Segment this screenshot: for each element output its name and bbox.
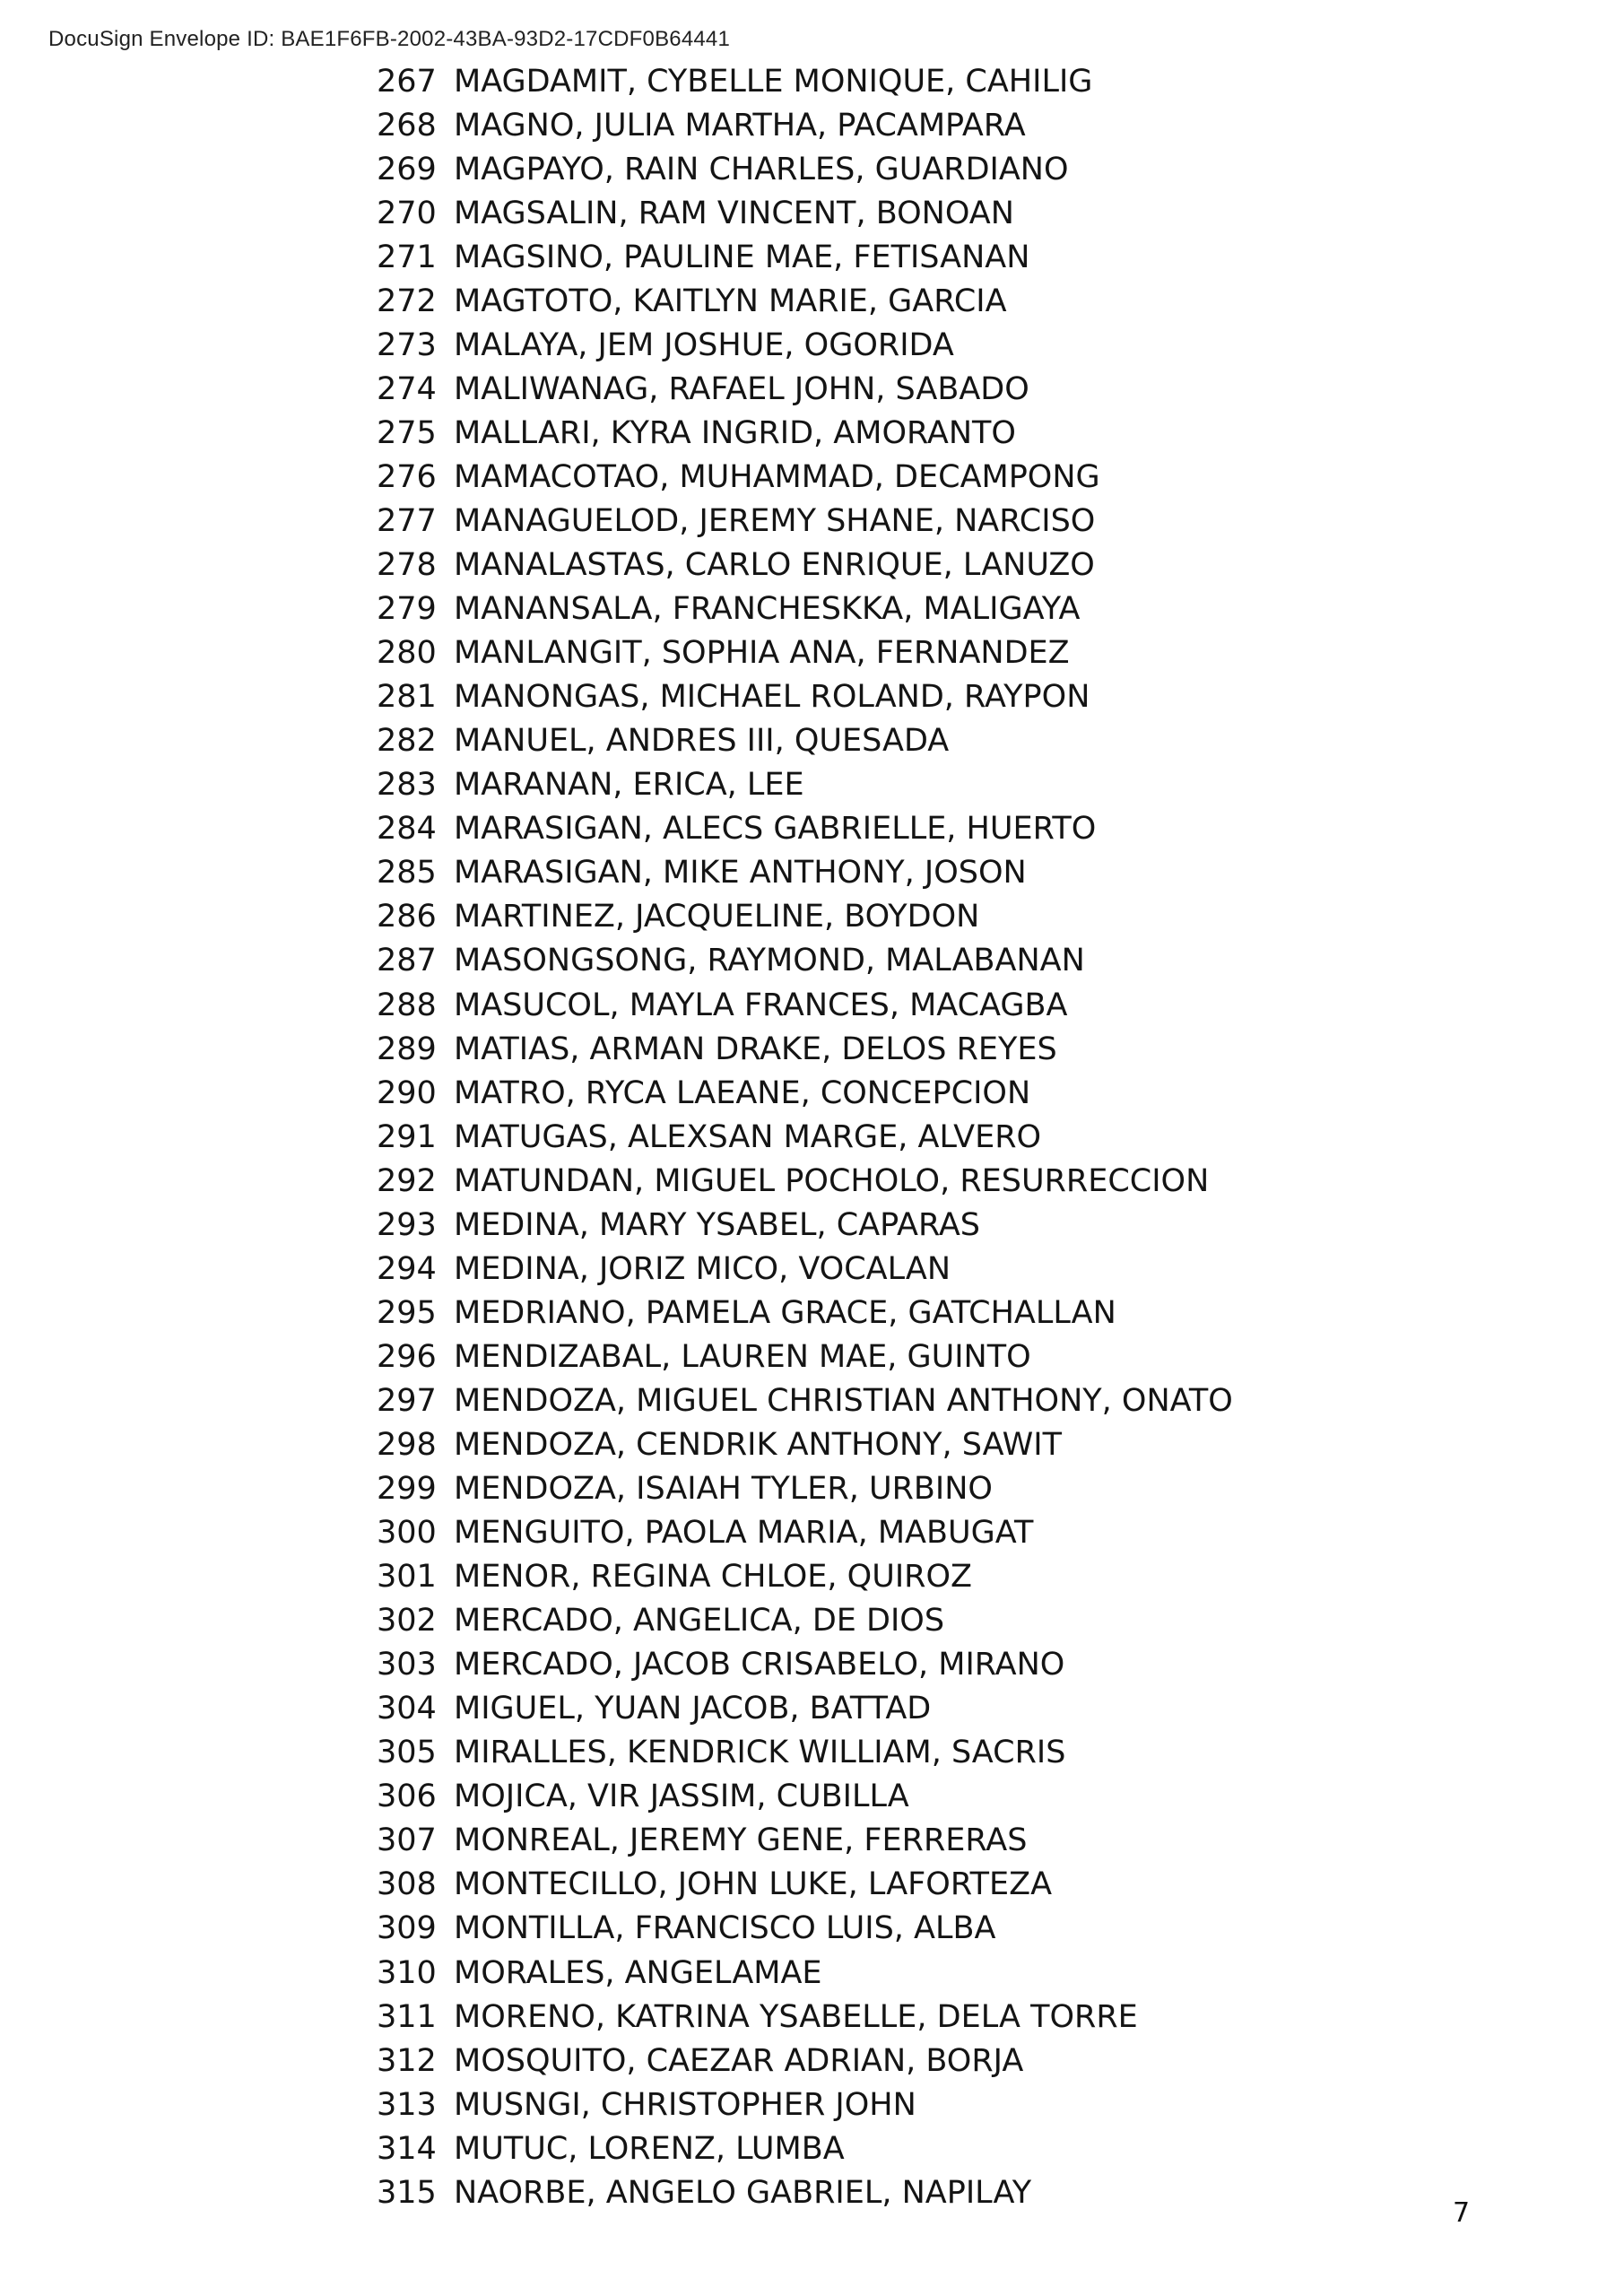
list-item bbox=[377, 1115, 1233, 1159]
list-item bbox=[377, 191, 1233, 235]
entry-name: MARTINEZ, JACQUELINE, BOYDON bbox=[454, 899, 980, 935]
list-item bbox=[377, 1467, 1233, 1511]
entry-number: 300 bbox=[377, 1515, 437, 1552]
list-item bbox=[377, 1335, 1233, 1378]
entry-name: MORALES, ANGELAMAE bbox=[454, 1954, 822, 1991]
list-item bbox=[377, 895, 1233, 939]
entry-name: MUSNGI, CHRISTOPHER JOHN bbox=[454, 2086, 916, 2123]
entry-number: 311 bbox=[377, 1998, 437, 2035]
entry-number: 315 bbox=[377, 2174, 437, 2211]
entry-name: MEDINA, MARY YSABEL, CAPARAS bbox=[454, 1206, 981, 1243]
entry-number: 301 bbox=[377, 1559, 437, 1596]
list-item bbox=[377, 939, 1233, 983]
entry-name: MARASIGAN, MIKE ANTHONY, JOSON bbox=[454, 855, 1027, 891]
entry-number: 292 bbox=[377, 1162, 437, 1199]
list-item bbox=[377, 103, 1233, 147]
entry-name: MANUEL, ANDRES III, QUESADA bbox=[454, 723, 950, 760]
list-item bbox=[377, 1907, 1233, 1951]
entry-name: MAGSINO, PAULINE MAE, FETISANAN bbox=[454, 239, 1030, 275]
list-item bbox=[377, 807, 1233, 851]
entry-name: MAGSALIN, RAM VINCENT, BONOAN bbox=[454, 195, 1014, 231]
entry-name: MEDINA, JORIZ MICO, VOCALAN bbox=[454, 1250, 951, 1287]
list-item bbox=[377, 1775, 1233, 1819]
entry-number: 304 bbox=[377, 1691, 437, 1727]
list-item bbox=[377, 1863, 1233, 1907]
entry-name: MUTUC, LORENZ, LUMBA bbox=[454, 2130, 845, 2167]
entry-number: 271 bbox=[377, 239, 437, 275]
entry-name: MARASIGAN, ALECS GABRIELLE, HUERTO bbox=[454, 811, 1097, 848]
entry-name: MANALASTAS, CARLO ENRIQUE, LANUZO bbox=[454, 547, 1095, 584]
entry-number: 268 bbox=[377, 107, 437, 144]
list-item bbox=[377, 1247, 1233, 1291]
entry-number: 313 bbox=[377, 2086, 437, 2123]
entry-name: MOSQUITO, CAEZAR ADRIAN, BORJA bbox=[454, 2042, 1024, 2079]
entry-number: 276 bbox=[377, 458, 437, 495]
entry-name: MANAGUELOD, JEREMY SHANE, NARCISO bbox=[454, 502, 1096, 539]
entry-number: 277 bbox=[377, 502, 437, 539]
entry-number: 293 bbox=[377, 1206, 437, 1243]
entry-name: MERCADO, ANGELICA, DE DIOS bbox=[454, 1603, 945, 1639]
entry-number: 280 bbox=[377, 635, 437, 672]
list-item bbox=[377, 1378, 1233, 1422]
entry-number: 281 bbox=[377, 679, 437, 716]
list-item bbox=[377, 367, 1233, 411]
list-item bbox=[377, 544, 1233, 587]
entry-name: MENOR, REGINA CHLOE, QUIROZ bbox=[454, 1559, 972, 1596]
entry-name: MASONGSONG, RAYMOND, MALABANAN bbox=[454, 943, 1085, 979]
entry-number: 269 bbox=[377, 151, 437, 187]
entry-name: MALAYA, JEM JOSHUE, OGORIDA bbox=[454, 326, 954, 363]
entry-number: 312 bbox=[377, 2042, 437, 2079]
entry-name: MATUGAS, ALEXSAN MARGE, ALVERO bbox=[454, 1118, 1042, 1155]
entry-number: 290 bbox=[377, 1074, 437, 1111]
entry-name: MIRALLES, KENDRICK WILLIAM, SACRIS bbox=[454, 1735, 1066, 1771]
list-item bbox=[377, 1951, 1233, 1995]
entry-number: 270 bbox=[377, 195, 437, 231]
entry-number: 274 bbox=[377, 370, 437, 407]
list-item bbox=[377, 455, 1233, 499]
list-item bbox=[377, 1731, 1233, 1775]
entry-name: MORENO, KATRINA YSABELLE, DELA TORRE bbox=[454, 1998, 1138, 2035]
entry-name: MAGDAMIT, CYBELLE MONIQUE, CAHILIG bbox=[454, 63, 1093, 100]
list-item bbox=[377, 147, 1233, 191]
entry-number: 294 bbox=[377, 1250, 437, 1287]
list-item bbox=[377, 1027, 1233, 1071]
name-list bbox=[377, 59, 1233, 2214]
entry-number: 295 bbox=[377, 1294, 437, 1331]
list-item bbox=[377, 411, 1233, 455]
list-item bbox=[377, 1203, 1233, 1247]
entry-number: 282 bbox=[377, 723, 437, 760]
list-item bbox=[377, 2083, 1233, 2126]
list-item bbox=[377, 235, 1233, 279]
list-item bbox=[377, 499, 1233, 543]
entry-name: MEDRIANO, PAMELA GRACE, GATCHALLAN bbox=[454, 1294, 1116, 1331]
entry-number: 284 bbox=[377, 811, 437, 848]
entry-name: MAGPAYO, RAIN CHARLES, GUARDIANO bbox=[454, 151, 1069, 187]
entry-number: 283 bbox=[377, 767, 437, 804]
list-item bbox=[377, 2039, 1233, 2083]
list-item bbox=[377, 1687, 1233, 1731]
entry-number: 306 bbox=[377, 1779, 437, 1815]
list-item bbox=[377, 1819, 1233, 1863]
entry-name: MOJICA, VIR JASSIM, CUBILLA bbox=[454, 1779, 909, 1815]
entry-number: 299 bbox=[377, 1471, 437, 1508]
list-item bbox=[377, 851, 1233, 895]
entry-name: MERCADO, JACOB CRISABELO, MIRANO bbox=[454, 1647, 1065, 1683]
list-item bbox=[377, 675, 1233, 719]
list-item bbox=[377, 1643, 1233, 1687]
entry-number: 298 bbox=[377, 1426, 437, 1463]
entry-name: MIGUEL, YUAN JACOB, BATTAD bbox=[454, 1691, 932, 1727]
list-item bbox=[377, 1511, 1233, 1555]
entry-number: 302 bbox=[377, 1603, 437, 1639]
list-item bbox=[377, 1555, 1233, 1599]
entry-name: MENDOZA, CENDRIK ANTHONY, SAWIT bbox=[454, 1426, 1062, 1463]
entry-name: MATUNDAN, MIGUEL POCHOLO, RESURRECCION bbox=[454, 1162, 1210, 1199]
entry-number: 310 bbox=[377, 1954, 437, 1991]
entry-name: MAGTOTO, KAITLYN MARIE, GARCIA bbox=[454, 283, 1007, 319]
envelope-id-header: DocuSign Envelope ID: BAE1F6FB-2002-43BA-93D2-17CDF0B64441 bbox=[48, 27, 731, 51]
entry-name: MALIWANAG, RAFAEL JOHN, SABADO bbox=[454, 370, 1029, 407]
entry-number: 279 bbox=[377, 591, 437, 628]
list-item bbox=[377, 1071, 1233, 1115]
list-item bbox=[377, 1599, 1233, 1643]
entry-number: 272 bbox=[377, 283, 437, 319]
entry-number: 286 bbox=[377, 899, 437, 935]
entry-name: MENGUITO, PAOLA MARIA, MABUGAT bbox=[454, 1515, 1034, 1552]
list-item bbox=[377, 631, 1233, 675]
list-item bbox=[377, 279, 1233, 323]
entry-number: 285 bbox=[377, 855, 437, 891]
list-item bbox=[377, 2126, 1233, 2170]
entry-number: 305 bbox=[377, 1735, 437, 1771]
entry-number: 273 bbox=[377, 326, 437, 363]
entry-name: MAGNO, JULIA MARTHA, PACAMPARA bbox=[454, 107, 1026, 144]
entry-number: 291 bbox=[377, 1118, 437, 1155]
entry-name: MENDIZABAL, LAUREN MAE, GUINTO bbox=[454, 1338, 1031, 1375]
entry-number: 303 bbox=[377, 1647, 437, 1683]
page-number: 7 bbox=[1453, 2197, 1471, 2229]
list-item bbox=[377, 1159, 1233, 1203]
entry-name: MARANAN, ERICA, LEE bbox=[454, 767, 804, 804]
entry-number: 297 bbox=[377, 1382, 437, 1419]
list-item bbox=[377, 719, 1233, 763]
entry-name: MONTECILLO, JOHN LUKE, LAFORTEZA bbox=[454, 1866, 1053, 1903]
entry-name: MALLARI, KYRA INGRID, AMORANTO bbox=[454, 414, 1016, 451]
list-item bbox=[377, 1291, 1233, 1335]
entry-name: MONREAL, JEREMY GENE, FERRERAS bbox=[454, 1822, 1028, 1859]
entry-name: MATRO, RYCA LAEANE, CONCEPCION bbox=[454, 1074, 1031, 1111]
list-item bbox=[377, 763, 1233, 807]
entry-number: 296 bbox=[377, 1338, 437, 1375]
entry-number: 287 bbox=[377, 943, 437, 979]
entry-number: 309 bbox=[377, 1910, 437, 1947]
list-item bbox=[377, 587, 1233, 631]
entry-number: 278 bbox=[377, 547, 437, 584]
list-item bbox=[377, 59, 1233, 103]
entry-name: MENDOZA, ISAIAH TYLER, URBINO bbox=[454, 1471, 993, 1508]
entry-name: NAORBE, ANGELO GABRIEL, NAPILAY bbox=[454, 2174, 1032, 2211]
entry-number: 307 bbox=[377, 1822, 437, 1859]
entry-number: 288 bbox=[377, 987, 437, 1023]
list-item bbox=[377, 983, 1233, 1027]
entry-name: MANLANGIT, SOPHIA ANA, FERNANDEZ bbox=[454, 635, 1070, 672]
entry-number: 308 bbox=[377, 1866, 437, 1903]
list-item bbox=[377, 2170, 1233, 2214]
entry-name: MATIAS, ARMAN DRAKE, DELOS REYES bbox=[454, 1031, 1057, 1067]
entry-number: 314 bbox=[377, 2130, 437, 2167]
entry-name: MASUCOL, MAYLA FRANCES, MACAGBA bbox=[454, 987, 1068, 1023]
entry-name: MANANSALA, FRANCHESKKA, MALIGAYA bbox=[454, 591, 1081, 628]
entry-number: 267 bbox=[377, 63, 437, 100]
entry-name: MONTILLA, FRANCISCO LUIS, ALBA bbox=[454, 1910, 996, 1947]
entry-name: MAMACOTAO, MUHAMMAD, DECAMPONG bbox=[454, 458, 1100, 495]
list-item bbox=[377, 323, 1233, 367]
list-item bbox=[377, 1422, 1233, 1466]
entry-number: 289 bbox=[377, 1031, 437, 1067]
entry-name: MENDOZA, MIGUEL CHRISTIAN ANTHONY, ONATO bbox=[454, 1382, 1233, 1419]
entry-number: 275 bbox=[377, 414, 437, 451]
list-item bbox=[377, 1995, 1233, 2039]
entry-name: MANONGAS, MICHAEL ROLAND, RAYPON bbox=[454, 679, 1090, 716]
